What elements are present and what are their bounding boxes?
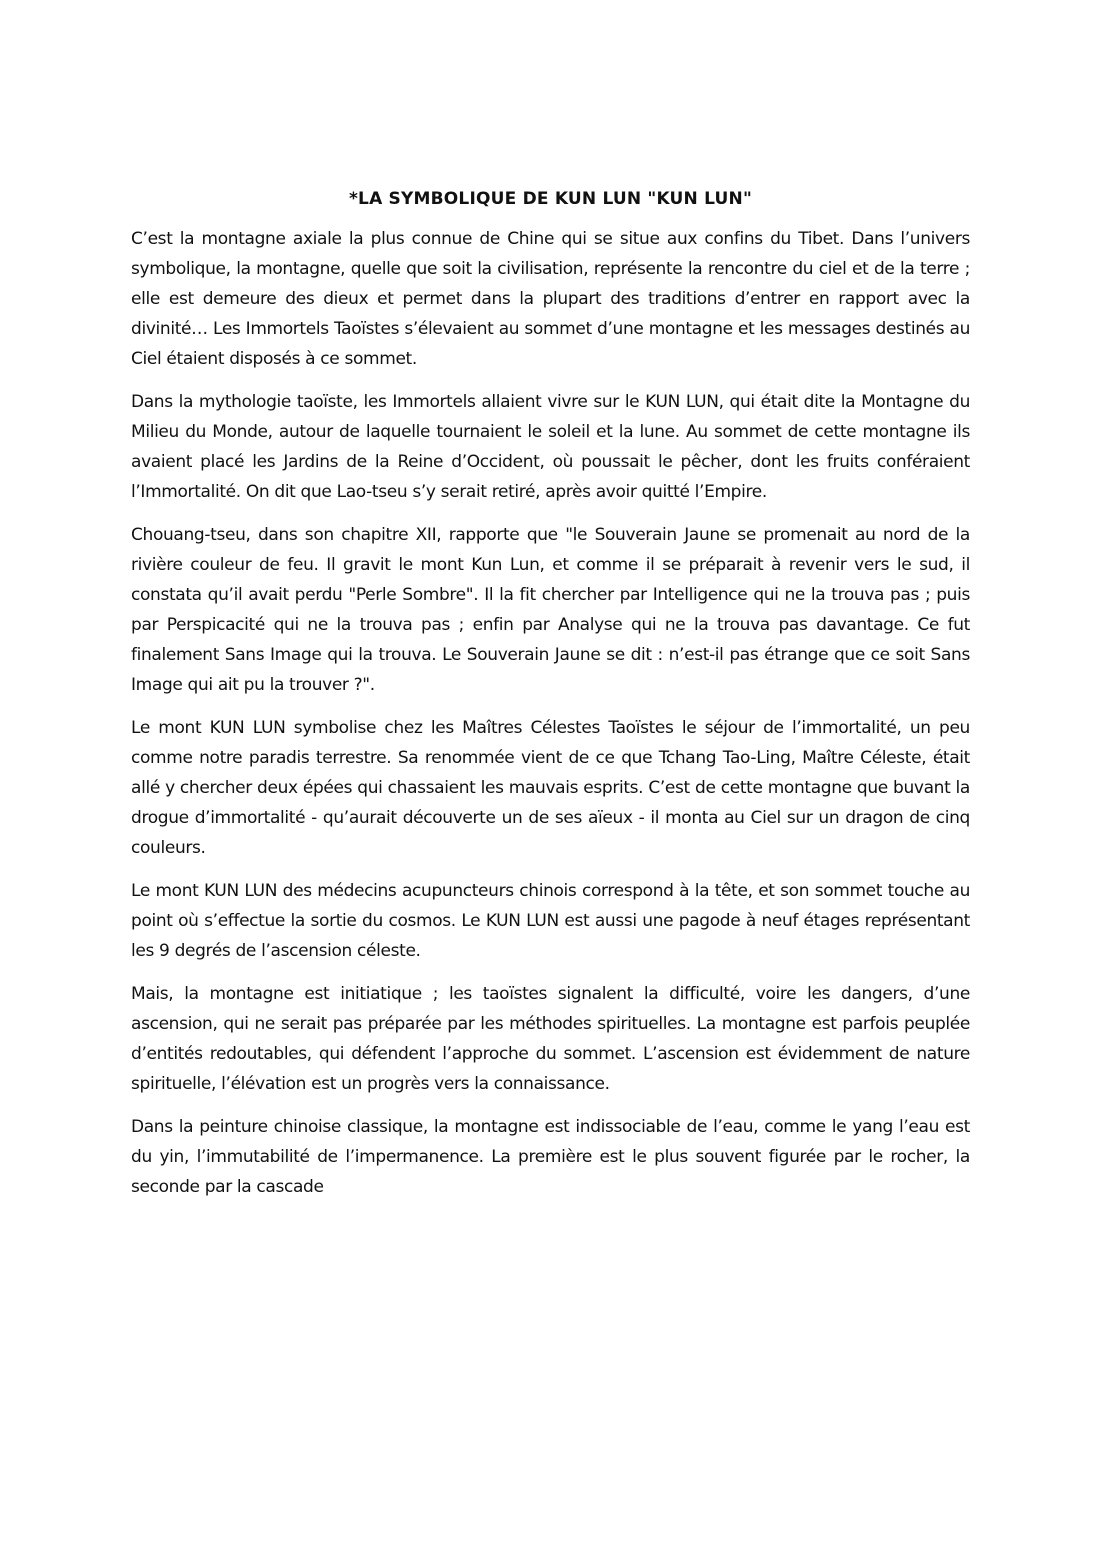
- paragraph-mythology: Dans la mythologie taoïste, les Immortels allaient vivre sur le KUN LUN, qui était dite la Montagne du Milieu du Monde, autour de laquelle tournaient le soleil et la lune. Au sommet de cette montagne ils avaient placé les Jardins de la Reine d’Occident, où poussait le pêcher, dont les fruits conféraient l’Immortalité. On dit que Lao-tseu s’y serait retiré, après avoir quitté l’Empire.: [131, 392, 970, 502]
- paragraph-intro: C’est la montagne axiale la plus connue de Chine qui se situe aux confins du Tibet. Dans l’univers symbolique, la montagne, quelle que soit la civilisation, représente la rencontre du ciel et de la terre ; elle est demeure des dieux et permet dans la plupart des traditions d’entrer en rapport avec la divinité… Les Immortels Taoïstes s’élevaient au sommet d’une montagne et les messages destinés au Ciel étaient disposés à ce sommet.: [131, 229, 970, 369]
- paragraph-initiatic: Mais, la montagne est initiatique ; les taoïstes signalent la difficulté, voire les dangers, d’une ascension, qui ne serait pas préparée par les méthodes spirituelles. La montagne est parfois peuplée d’entités redoutables, qui défendent l’approche du sommet. L’ascension est évidemment de nature spirituelle, l’élévation est un progrès vers la connaissance.: [131, 984, 970, 1094]
- paragraph-acupuncture: Le mont KUN LUN des médecins acupuncteurs chinois correspond à la tête, et son sommet touche au point où s’effectue la sortie du cosmos. Le KUN LUN est aussi une pagode à neuf étages représentant les 9 degrés de l’ascension céleste.: [131, 881, 970, 961]
- paragraph-chouang-tseu: Chouang-tseu, dans son chapitre XII, rapporte que "le Souverain Jaune se promenait au nord de la rivière couleur de feu. Il gravit le mont Kun Lun, et comme il se préparait à revenir vers le sud, il constata qu’il avait perdu "Perle Sombre". Il la fit chercher par Intelligence qui ne la trouva pas ; puis par Perspicacité qui ne la trouva pas ; enfin par Analyse qui ne la trouva pas davantage. Ce fut finalement Sans Image qui la trouva. Le Souverain Jaune se dit : n’est-il pas étrange que ce soit Sans Image qui ait pu la trouver ?".: [131, 525, 970, 695]
- paragraph-celestial-masters: Le mont KUN LUN symbolise chez les Maîtres Célestes Taoïstes le séjour de l’immortalité, un peu comme notre paradis terrestre. Sa renommée vient de ce que Tchang Tao-Ling, Maître Céleste, était allé y chercher deux épées qui chassaient les mauvais esprits. C’est de cette montagne que buvant la drogue d’immortalité - qu’aurait découverte un de ses aïeux - il monta au Ciel sur un dragon de cinq couleurs.: [131, 718, 970, 858]
- paragraph-painting: Dans la peinture chinoise classique, la montagne est indissociable de l’eau, comme le yang l’eau est du yin, l’immutabilité de l’impermanence. La première est le plus souvent figurée par le rocher, la seconde par la cascade: [131, 1117, 970, 1197]
- document-page: [131, 188, 970, 1215]
- document-title: *LA SYMBOLIQUE DE KUN LUN "KUN LUN": [348, 189, 753, 209]
